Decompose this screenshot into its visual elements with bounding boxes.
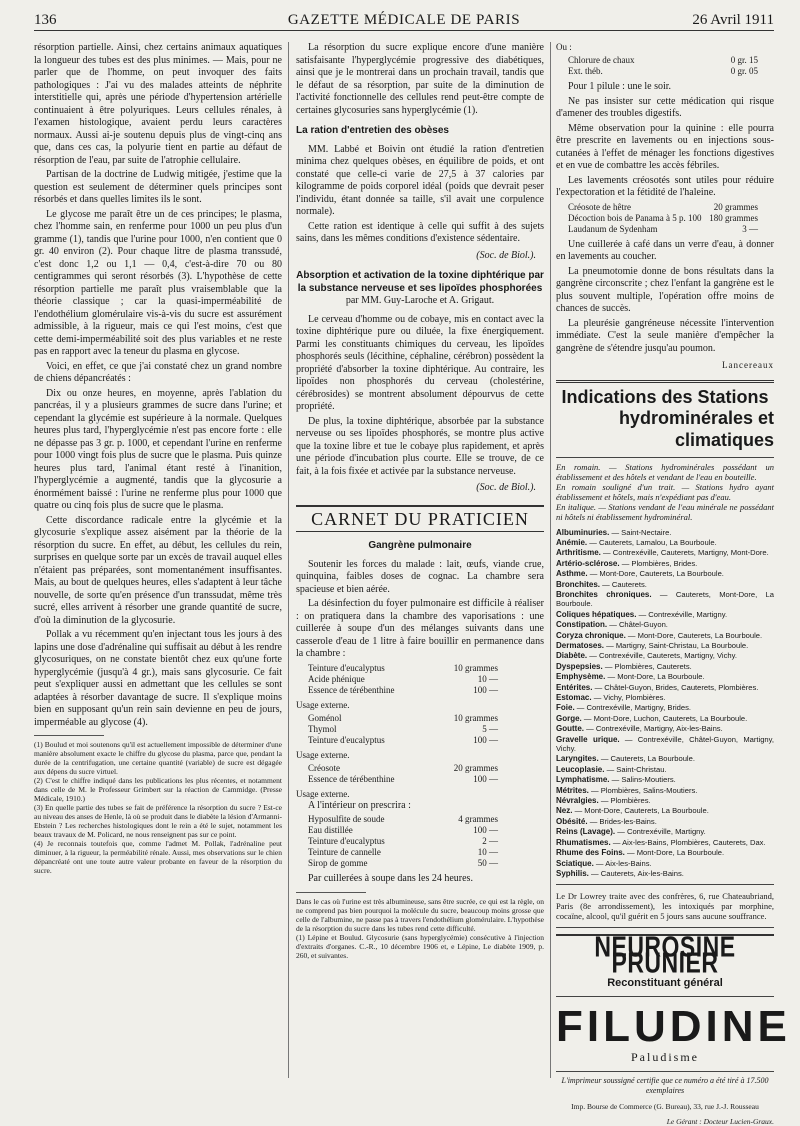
station-entry [556, 569, 774, 578]
station-condition: Dyspepsies. [556, 661, 603, 671]
station-places: — Mont-Dore, Cauterets, La Bourboule. [589, 569, 724, 579]
station-condition: Emphysème. [556, 672, 606, 682]
page-header [34, 12, 774, 31]
neurosine-ad [556, 930, 774, 990]
stations-legend [556, 462, 774, 522]
usage-note: Usage externe. [296, 749, 350, 760]
station-condition: Goutte. [556, 724, 584, 734]
article-paragraph: Par cuillerées à soupe dans les 24 heures. [308, 873, 473, 884]
station-entry [556, 817, 774, 826]
prescription-row: Chlorure de chaux 0 gr. 15 [568, 55, 758, 65]
station-places: — Salins-Moutiers. [611, 775, 676, 785]
station-entry [556, 631, 774, 640]
station-entry [556, 538, 774, 547]
station-entry [556, 672, 774, 681]
prescription-row: Teinture d'eucalyptus 2 — [308, 836, 498, 846]
source-citation: (Soc. de Biol.). [476, 249, 536, 261]
column-3 [556, 42, 791, 1126]
footnote: (1) Boulud et moi soutenons qu'il est actuellement impossible de déterminer d'une manière absolument exacte le chiffre du glycose du plasma, parce que, pendant la durée de la centrifugation, une certaine quantité (variable) de sucre est dégagée aux dépens du sucre virtuel. [34, 740, 282, 776]
station-condition: Laryngites. [556, 754, 599, 764]
article-paragraph: La désinfection du foyer pulmonaire est difficile à réaliser : on pratiquera dans la chambre des vaporisations : une cuillerée à soupe d'un des mélanges suivants dans une casserole d'eau de 1 litre à faire bouillir en permanence dans la chambre : [296, 598, 544, 659]
prescription-row: Essence de térébenthine 100 — [308, 773, 498, 784]
author-signature: Lancereaux [722, 360, 774, 370]
station-entry [556, 559, 774, 568]
station-places: — Contrexéville, Châtel-Guyon, Martigny, Vichy. [556, 734, 774, 754]
station-entry [556, 714, 774, 723]
source-citation: (Soc. de Biol.). [476, 482, 536, 493]
station-entry [556, 806, 774, 815]
article-paragraph: Même observation pour la quinine : elle pourra être prescrite en lavements ou en injections sous-cutanées à l'effet de ménager les fonctions digestives et en vue de combattre les accès fébriles. [556, 122, 774, 171]
station-condition: Asthme. [556, 569, 588, 579]
station-entry [556, 827, 774, 836]
prescription [308, 814, 544, 869]
prescription-row: Laudanum de Sydenham 3 — [568, 223, 758, 234]
page-number: 136 [34, 12, 57, 28]
station-condition: Leucoplasie. [556, 764, 605, 774]
station-places: — Mont-Dore, Cauterets, La Bourboule. [574, 806, 709, 816]
station-entry [556, 548, 774, 557]
article-paragraph: Une cuillerée à café dans un verre d'eau, à donner en lavements au coucher. [556, 238, 774, 262]
stations-list [556, 528, 774, 879]
station-places: — Cauterets, Aix-les-Bains. [591, 868, 684, 878]
station-places: — Mont-Dore, Luchon, Cauterets, La Bourboule. [583, 713, 748, 723]
section-title: La ration d'entretien des obèses [296, 125, 449, 136]
station-places: — Contrexéville, Martigny, Aix-les-Bains. [586, 724, 723, 734]
station-condition: Bronchites chroniques. [556, 589, 652, 599]
usage-note: Usage externe. [296, 788, 350, 799]
station-condition: Névralgies. [556, 796, 599, 806]
station-entry [556, 775, 774, 784]
article-paragraph: La pneumotomie donne de bons résultats dans la gangrène circonscrite ; chez l'enfant la gangrène est le plus souvent multiple, l'opération offre moins de chances de succès. [556, 265, 774, 314]
station-condition: Coliques hépatiques. [556, 609, 637, 619]
filudine-brand: FILUDINE [556, 1001, 791, 1051]
station-entry [556, 703, 774, 712]
prescription-row: Thymol 5 — [308, 723, 498, 734]
station-places: — Cauterets. [602, 579, 647, 589]
station-entry [556, 641, 774, 650]
prescription-row: Sirop de gomme 50 — [308, 858, 498, 868]
station-condition: Rhume des Foins. [556, 848, 625, 858]
station-places: — Mont-Dore, La Bourboule. [607, 672, 705, 682]
station-entry [556, 620, 774, 629]
article-paragraph: Pollak a vu récemment qu'en injectant tous les jours à des lapins une dose d'adrénaline qui suffisait au début à les rendre glycosuriques, on ne constate bientôt chez eux qu'une forte hyperglycémie (jusqu'à 4 gr.), mais sans glycosurie. Ce fait peut s'expliquer aussi en admettant que les cellules se sont adaptées à résorber davantage de sucre. Il s'explique moins bien en supposant qu'un rein sain devienne en peu de jours, imperméable au glycose (4). [34, 629, 282, 728]
filudine-ad [556, 996, 791, 1068]
footnote: (2) C'est le chiffre indiqué dans les publications les plus récentes, et notamment dans celle de M. le Professeur Grimbert sur la réaction de Cammidge. (Presse Médicale, 1910.) [34, 776, 282, 803]
carnet-subtitle: Gangrène pulmonaire [368, 540, 472, 551]
station-places: — Martigny, Saint-Christau, La Bourboule. [606, 640, 749, 650]
prescription-row: Créosote 20 grammes [308, 762, 498, 773]
station-entry [556, 662, 774, 671]
prescription-row: Teinture de cannelle 10 — [308, 847, 498, 857]
station-entry [556, 683, 774, 692]
station-condition: Coryza chronique. [556, 630, 626, 640]
article-paragraph: Pour 1 pilule : une le soir. [568, 81, 672, 92]
footnote-separator [296, 892, 366, 893]
station-entry [556, 735, 774, 754]
station-condition: Lymphatisme. [556, 775, 610, 785]
article-paragraph: La résorption du sucre explique encore d'une manière satisfaisante l'hyperglycémie progressive des diabétiques, ainsi que je le montrerai dans un prochain travail, tandis que le défaut de sa résorption, par suite de la diminution de l'activité fonctionnelle des cellules rend peut-être compte de certaines glycosuries sans hyperglycémie (1). [296, 42, 544, 116]
section-title-text: Absorption et activation de la toxine diphtérique par la substance nerveuse et ses lipoïdes phosphorées [296, 270, 544, 294]
column-1 [34, 42, 282, 1082]
station-condition: Gorge. [556, 713, 582, 723]
prescription-intro: Ou : [556, 42, 572, 52]
article-paragraph: Les lavements créosotés sont utiles pour réduire l'expectoration et la fétidité de l'haleine. [556, 174, 774, 198]
station-places: — Plombières, Salins-Moutiers. [591, 785, 698, 795]
station-entry [556, 610, 774, 619]
footnote: (1) Lépine et Boulud. Glycosurie (sans hyperglycémie) consécutive à l'injection d'extraits d'organes. C.-R., 10 décembre 1906 et, e Lépine, Le diabète 1909, p. 260, et suivantes. [296, 932, 544, 960]
prescription-row: Acide phénique 10 — [308, 673, 498, 684]
article-paragraph: De plus, la toxine diphtérique, absorbée par la substance nerveuse ou ses lipoïdes phosphorés, se montre plus active que la toxine libre et tue le cobaye plus rapidement, et après une période d'incubation plus courte. Elle se trouve, de ce fait, à la fois fixée et activée par la substance nerveuse. [296, 415, 544, 477]
article-paragraph: résorption partielle. Ainsi, chez certains animaux aquatiques la longueur des tubes est des plus minimes. — Mais, pour ne parler que de l'homme, on peut invoquer des faits pathologiques : J'ai vu des malades atteints de néphrite interstitielle qui, après une période d'hypertension artérielle continuaient à être polyuriques. Leurs cellules rénales, à l'examen histologique, avaient perdu leurs caractères normaux. Aussi ai-je soutenu depuis plus de vingt-cinq ans que, dans ces cas, la polyurie tient en partie au défaut de résorption de l'eau, par suite de l'atrophie cellulaire. [34, 42, 282, 166]
station-places: — Plombières, Brides. [621, 558, 698, 568]
print-certificate: L'imprimeur soussigné certifie que ce numéro a été tiré à 17.500 exemplaires [556, 1071, 774, 1096]
prescription-row: Eau distillée 100 — [308, 825, 498, 835]
station-condition: Dermatoses. [556, 640, 605, 650]
section-title [296, 270, 544, 308]
station-entry [556, 754, 774, 763]
article-paragraph: La pleurésie gangréneuse nécessite l'intervention immédiate. C'est la seule manière d'empêcher la gangrène de s'étendre jusqu'au poumon. [556, 317, 774, 354]
station-condition: Métrites. [556, 785, 589, 795]
prescription-row: Décoction bois de Panama à 5 p. 100 180 grammes [568, 212, 758, 223]
station-condition: Gravelle urique. [556, 734, 620, 744]
article-paragraph: Cette discordance radicale entre la glycémie et la glycosurie s'explique assez aisément par la théorie de la résorption du sucre. En effet, au début, les cellules du rein, surprises en quelque sorte par un excès de travail auquel elles n'étaient pas préparées, sont momentanément insuffisantes. Mais, au bout de quelques heures, elles s'adaptent à leur tâche nouvelle, de sorte qu'en présence d'un transsudat, même très sucré, elles arrivent à résorber une grande quantité de sucre, d'où la diminution de la glycosurie. [34, 514, 282, 626]
station-places: — Châtel-Guyon. [609, 620, 668, 630]
stations-box [556, 380, 774, 458]
column-divider [550, 42, 551, 1078]
station-condition: Rhumatismes. [556, 837, 611, 847]
article-paragraph: A l'intérieur on prescrira : [308, 799, 411, 811]
station-places: — Saint-Christau. [606, 764, 667, 774]
footnote: (3) En quelle partie des tubes se fait de préférence la résorption du sucre ? Est-ce au niveau des anses de Henle, là où se produit dans le diabète la lésion d'Armanni-Ebstein ? Les recherches histologiques dont le rein a été le sujet, notamment les beaux travaux de M. Policard, ne nous renseignent pas sur ce point. [34, 803, 282, 839]
station-entry [556, 765, 774, 774]
prescription [308, 663, 544, 696]
filudine-tagline: Paludisme [631, 1049, 699, 1064]
article-paragraph: Le glycose me paraît être un de ces principes; le plasma, chez l'homme sain, en renferme pour 1000 un peu plus d'un gramme (1), tandis que l'urine pour 1000, n'en contient que 0 gr. 40 environ (2). Pour chaque litre de plasma transsudé, c'est donc 1,2 ou 1,1 — 0,4, c'est-à-dire 70 ou 80 centigrammes qui seront résorbés (3). L'hypothèse de cette résorption partielle me paraît plus vraisemblable que la théorie classique ; car la quasi-imperméabilité de l'endothélium glomérulaire vis-à-vis du sucre est assurément admissible, à la rigueur, mais ce qui l'est moins, c'est que cette demi-imperméabilité soit des plus variables et ne reste pas en rapport avec la teneur du plasma en glycose. [34, 208, 282, 357]
station-condition: Estomac. [556, 693, 592, 702]
station-places: — Saint-Nectaire. [611, 527, 672, 537]
station-entry [556, 724, 774, 733]
prescription-row: Hyposulfite de soude 4 grammes [308, 814, 498, 824]
article-paragraph: Cette ration est identique à celle qui suffit à des sujets sains, dans les mêmes conditions d'existence sédentaire. [296, 220, 544, 244]
footnote-separator [34, 735, 104, 736]
station-entry [556, 859, 774, 868]
article-paragraph: Ne pas insister sur cette médication qui risque d'amener des troubles digestifs. [556, 95, 774, 119]
station-entry [556, 848, 774, 857]
neurosine-tagline: Reconstituant général [607, 977, 723, 990]
station-condition: Nez. [556, 806, 573, 816]
prescription-row: Créosote de hêtre 20 grammes [568, 201, 758, 212]
footnote: (4) Je reconnais toutefois que, comme l'admet M. Pollak, l'adrénaline peut diminuer, à la rigueur, la perméabilité rénale. Aussi, mes observations sur le chien dépancréaté ont une toute autre valeur probante en faveur de la résorption du sucre. [34, 839, 282, 875]
prescription-row: Teinture d'eucalyptus 10 grammes [308, 662, 498, 673]
station-places: — Aix-les-Bains. [595, 858, 652, 868]
station-condition: Syphilis. [556, 868, 589, 878]
issue-date: 26 Avril 1911 [692, 12, 774, 28]
station-condition: Constipation. [556, 620, 608, 630]
station-entry [556, 693, 774, 702]
article-paragraph: Le cerveau d'homme ou de cobaye, mis en contact avec la toxine diphtérique pure ou diluée, la fixe énergiquement. Parmi les constituants chimiques du cerveau, les lipoïdes phosphorés seuls (lécithine, céphaline, cérébron) possèdent la propriété d'absorber la toxine diphtérique. Au contraire, les lipoïdes non phosphorés du cerveau (cholestérine, cérébrosides) se montrent absolument dépourvus de cette propriété. [296, 313, 544, 412]
station-places: — Brides-les-Bains. [589, 816, 657, 826]
stations-title: Indications des Stations [561, 386, 769, 407]
legend-line: En romain. — Stations hydrominérales possédant un établissement et des hôtels et vendant de l'eau en bouteille. [556, 461, 774, 482]
lowrey-ad: Le Dr Lowrey traite avec des confrères, 6, rue Chateaubriand, Paris (8e arrondissement), les intoxiqués par morphine, cocaïne, alcool, qu'il guérit en 5 jours sans aucune souffrance. [556, 884, 774, 928]
station-places: — Mont-Dore, Cauterets, La Bourboule. [627, 630, 763, 640]
publication-title: GAZETTE MÉDICALE DE PARIS [287, 12, 521, 28]
printer-line: Imp. Bourse de Commerce (G. Bureau), 33, rue J.-J. Rousseau [571, 1102, 759, 1112]
prescription-row: Goménol 10 grammes [308, 712, 498, 723]
section-authors: par MM. Guy-Laroche et A. Grigaut. [345, 295, 495, 306]
station-places: — Contrexéville, Cauterets, Martigny, Mont-Dore. [603, 548, 769, 558]
station-condition: Sciatique. [556, 858, 594, 868]
station-entry [556, 580, 774, 589]
column-2 [296, 42, 544, 1082]
station-entry [556, 869, 774, 878]
station-places: — Mont-Dore, La Bourboule. [627, 848, 725, 858]
station-entry [556, 796, 774, 805]
station-places: — Vichy, Plombières. [593, 693, 666, 702]
prescription-row: Ext. théb. 0 gr. 05 [568, 66, 758, 76]
station-places: — Contrexéville, Martigny, Brides. [576, 703, 692, 713]
station-entry [556, 590, 774, 609]
prescription [568, 202, 774, 235]
station-places: — Aix-les-Bains, Plombières, Cauterets, Dax. [612, 837, 766, 847]
station-entry [556, 651, 774, 660]
station-entry [556, 528, 774, 537]
station-places: — Contrexéville, Martigny. [638, 609, 728, 619]
station-entry [556, 838, 774, 847]
prescription [308, 713, 544, 746]
usage-note: Usage externe. [296, 699, 350, 710]
prescription [308, 763, 544, 785]
station-condition: Reins (Lavage). [556, 827, 616, 837]
station-places: — Cauterets, La Bourboule. [600, 754, 695, 764]
article-paragraph: Dix ou onze heures, en moyenne, après l'ablation du pancréas, il y a plusieurs grammes de sucre dans l'urine; et cependant la glycémie est supérieure à la normale. Quelques heures plus tard, l'hyperglycémie n'est pas encore forte : elle ne dépasse pas 3 gr. p. 1000, et cependant l'urine en renferme pour 1000 vingt fois plus de sucre que le plasma. Puis quinze heures plus tard, l'animal étant resté à l'inanition, l'hyperglycémie a augmenté, tandis que la glycosurie a énormément baissé : l'urine ne renferme plus pour 1000 que quatre ou cinq fois plus de sucre que le plasma. [34, 387, 282, 511]
legend-line: En italique. — Stations vendant de l'eau minérale ne possédant ni hôtels ni établissement hydrominéral. [556, 501, 774, 522]
station-places: — Contrexéville, Martigny. [617, 827, 706, 837]
neurosine-brand: NEUROSINE PRUNIER [594, 930, 736, 979]
station-condition: Bronchites. [556, 579, 601, 589]
manager-line: Le Gérant : Docteur Lucien-Graux. [666, 1117, 774, 1126]
prescription-row: Teinture d'eucalyptus 100 — [308, 734, 498, 745]
station-places: — Châtel-Guyon, Brides, Cauterets, Plombières. [594, 682, 759, 692]
station-places: — Plombières, Cauterets. [604, 661, 692, 671]
article-paragraph: Voici, en effet, ce que j'ai constaté chez un grand nombre de chiens dépancréatés : [34, 360, 282, 384]
station-condition: Artério-sclérose. [556, 558, 620, 568]
stations-subtitle: hydrominérales et climatiques [618, 407, 774, 450]
station-condition: Entérites. [556, 682, 593, 692]
article-paragraph: Soutenir les forces du malade : lait, œufs, viande crue, quinquina, faibles doses de cognac. La chambre sera spacieuse et bien aérée. [296, 558, 544, 595]
station-condition: Foie. [556, 703, 575, 713]
station-condition: Diabète. [556, 651, 588, 661]
station-condition: Anémie. [556, 537, 588, 547]
carnet-title: CARNET DU PRATICIEN [296, 505, 544, 533]
station-condition: Arthritisme. [556, 548, 601, 558]
station-condition: Obésité. [556, 816, 588, 826]
footnote: Dans le cas où l'urine est très albumineuse, sans être sucrée, ce qui est la règle, on ne comprend pas bien pourquoi la molécule du sucre, beaucoup moins grosse que celle de l'albumine, ne passe pas à travers l'endothélium glomérulaire. L'hypothèse de la résorption du sucre dans les tubes rend cette difficulté. [296, 896, 544, 933]
article-paragraph: Partisan de la doctrine de Ludwig mitigée, j'estime que la question est seulement de déterminer quels principes sont résorbés et dans quelles limites ils le sont. [34, 169, 282, 205]
prescription-row: Essence de térébenthine 100 — [308, 684, 498, 695]
station-places: — Cauterets, Lamalou, La Bourboule. [589, 537, 717, 547]
station-entry [556, 786, 774, 795]
article-paragraph: MM. Labbé et Boivin ont étudié la ration d'entretien minima chez quelques obèses, en équilibre de poids, et ont constaté que celle-ci varie de 27,5 à 37 calories par kilogramme de poids corporel idéal (poids que devrait peser l'individu, étant donnée sa taille, s'il avait une corpulence normale). [296, 143, 544, 217]
column-divider [288, 42, 289, 1078]
station-places: — Plombières. [600, 796, 651, 806]
prescription [568, 55, 774, 77]
station-places: — Contrexéville, Cauterets, Martigny, Vichy. [589, 651, 737, 661]
station-condition: Albuminuries. [556, 527, 610, 537]
legend-line: En romain souligné d'un trait. — Stations hydro ayant établissement et hôtels, mais n'expédiant pas d'eau. [556, 481, 774, 502]
station-places: — Cauterets, Mont-Dore, La Bourboule. [556, 589, 774, 609]
